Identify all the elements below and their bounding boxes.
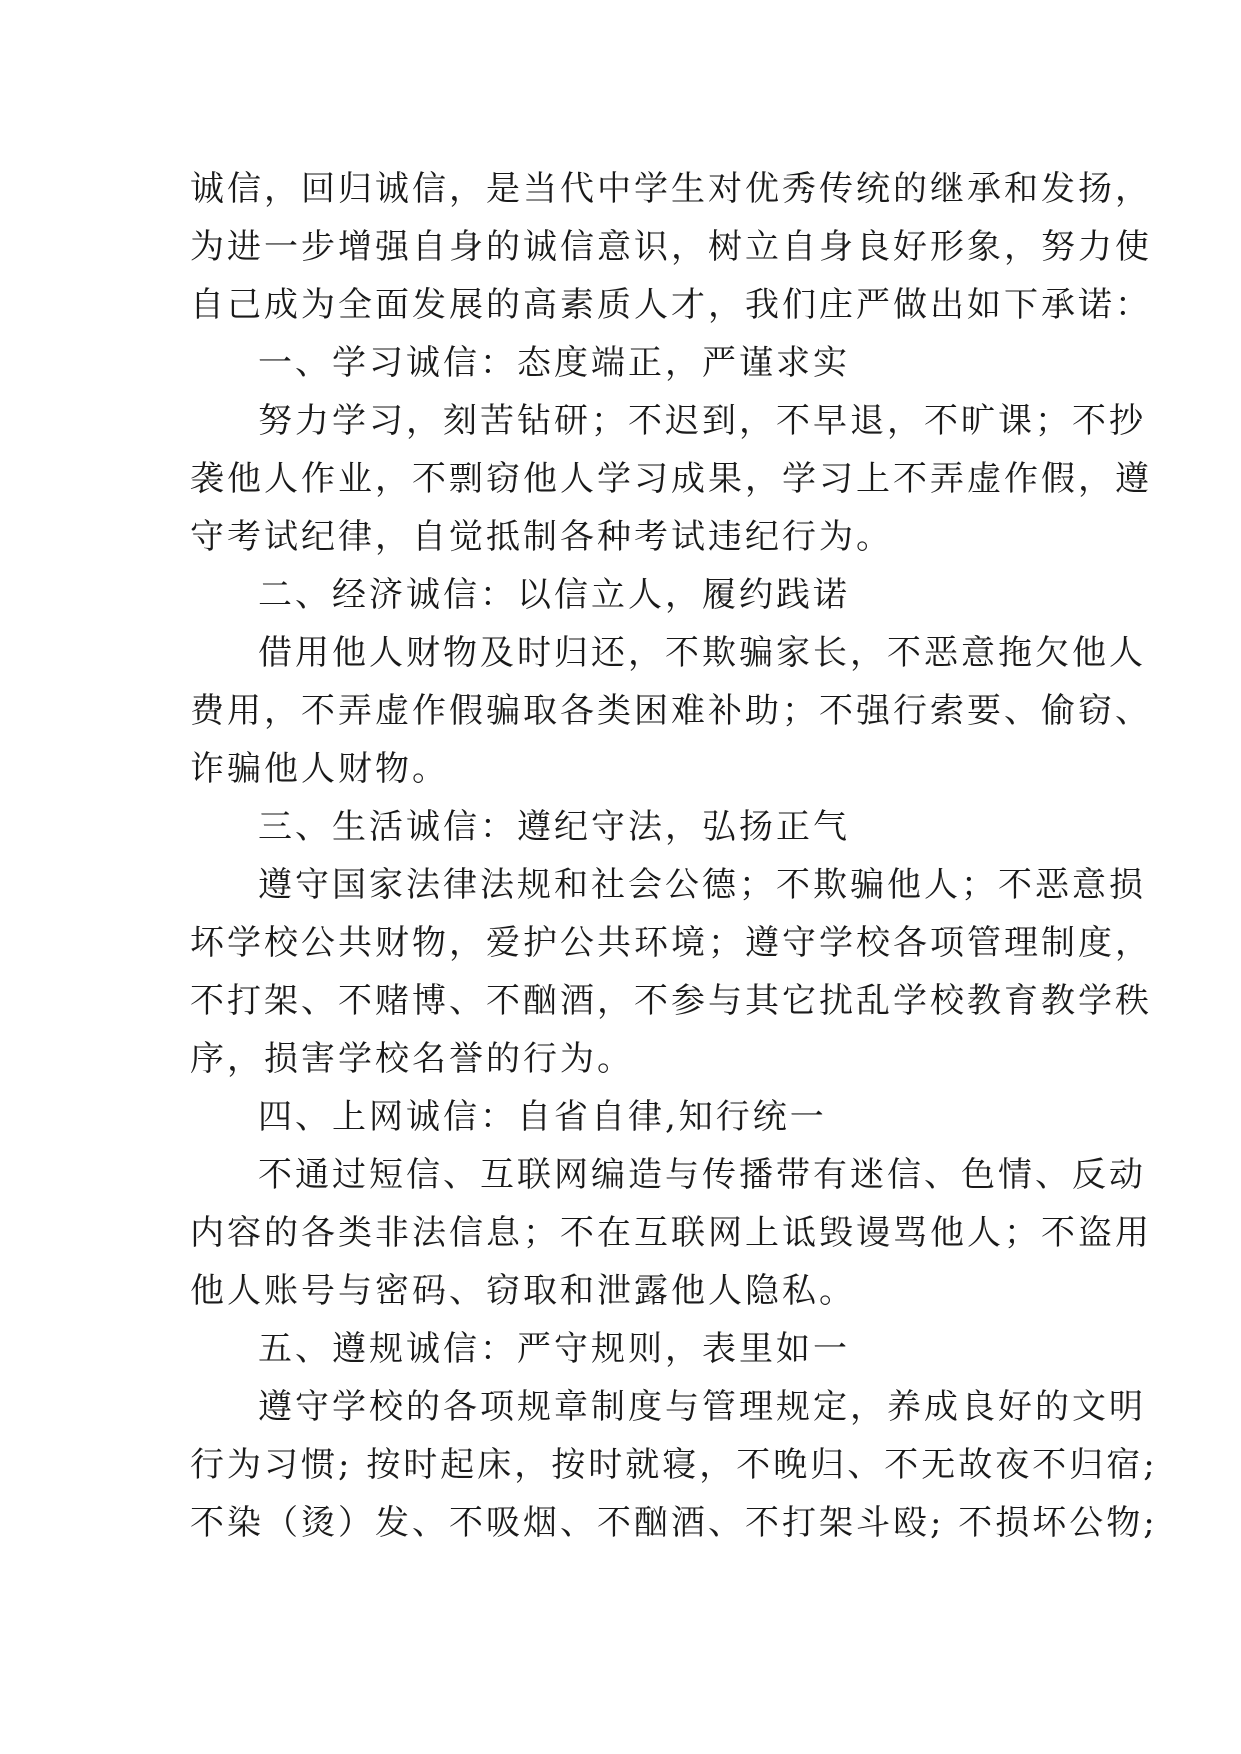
body-line: 不打架、不赌博、不酗酒，不参与其它扰乱学校教育教学秩 [190, 981, 1152, 1021]
body-line: 遵守学校的各项规章制度与管理规定，养成良好的文明 [258, 1387, 1146, 1427]
section-heading-study: 一、学习诚信：态度端正，严谨求实 [258, 343, 850, 383]
body-line: 自己成为全面发展的高素质人才，我们庄严做出如下承诺： [190, 285, 1152, 325]
section-heading-rules: 五、遵规诚信：严守规则，表里如一 [258, 1329, 850, 1369]
document-body [190, 160, 1158, 1552]
body-line: 借用他人财物及时归还，不欺骗家长，不恶意拖欠他人 [258, 633, 1146, 673]
body-line: 遵守国家法律法规和社会公德；不欺骗他人；不恶意损 [258, 865, 1146, 905]
body-line: 努力学习，刻苦钻研；不迟到，不早退，不旷课；不抄 [258, 401, 1146, 441]
body-line: 序，损害学校名誉的行为。 [190, 1039, 634, 1079]
section-heading-internet: 四、上网诚信：自省自律,知行统一 [258, 1097, 827, 1137]
body-line: 袭他人作业，不剽窃他人学习成果，学习上不弄虚作假，遵 [190, 459, 1152, 499]
body-line: 不染（烫）发、不吸烟、不酗酒、不打架斗殴; 不损坏公物; [190, 1503, 1158, 1543]
body-line: 行为习惯; 按时起床，按时就寝，不晚归、不无故夜不归宿; [190, 1445, 1158, 1485]
body-line: 内容的各类非法信息；不在互联网上诋毁谩骂他人；不盗用 [190, 1213, 1152, 1253]
body-line: 为进一步增强自身的诚信意识，树立自身良好形象，努力使 [190, 227, 1152, 267]
body-line: 费用，不弄虚作假骗取各类困难补助；不强行索要、偷窃、 [190, 691, 1152, 731]
body-line: 坏学校公共财物，爱护公共环境；遵守学校各项管理制度， [190, 923, 1152, 963]
body-line: 守考试纪律，自觉抵制各种考试违纪行为。 [190, 517, 893, 557]
body-line: 不通过短信、互联网编造与传播带有迷信、色情、反动 [258, 1155, 1146, 1195]
body-line: 他人账号与密码、窃取和泄露他人隐私。 [190, 1271, 856, 1311]
body-line: 诚信，回归诚信，是当代中学生对优秀传统的继承和发扬， [190, 169, 1152, 209]
section-heading-life: 三、生活诚信：遵纪守法，弘扬正气 [258, 807, 850, 847]
body-line: 诈骗他人财物。 [190, 749, 449, 789]
section-heading-economy: 二、经济诚信：以信立人，履约践诺 [258, 575, 850, 615]
